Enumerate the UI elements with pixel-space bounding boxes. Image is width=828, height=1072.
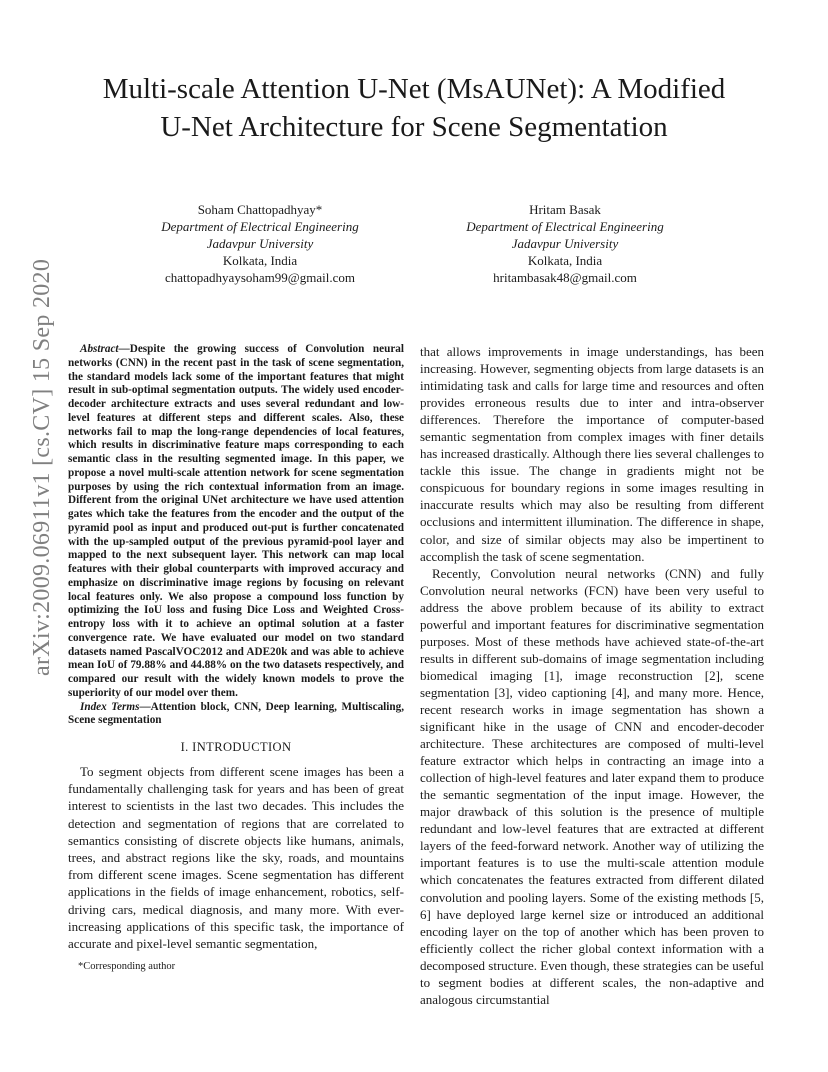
right-column	[420, 343, 764, 1008]
author-location: Kolkata, India	[222, 253, 298, 268]
footnote: *Corresponding author	[78, 961, 176, 972]
abstract	[68, 343, 404, 701]
intro-paragraph: Recently, Convolution neural networks (CNN) and fully Convolution neural networks (FCN) have been very useful to address the above problem because of its ability to extract powerful and important features for discriminative segmentation purposes. Most of these methods have achieved state-of-the-art results in different sub-domains of image segmentation including biomedical imaging [1], image reconstruction [2], scene segmentation [3], video captioning [4], and many more. Hence, recent research works in image segmentation has shown a significant hike in the usage of CNN and encoder-decoder architecture. These architectures are composed of multi-level feature extractor which helps in contracting an image into a collection of high-level features and later expand them to produce the semantic segmentation of the input image. However, the major drawback of this solution is the presence of multiple redundant and low-level features that are extracted at different layers of the feed-forward network. Another way of utilizing the important features is to use the multi-scale attention module which concatenates the features extracted from different dilated convolution and pooling layers. Some of the existing methods [5, 6] have deployed large kernel size or introduced an additional encoding layer on the top of another which has been proven to efficiently collect the richer global context information with a decomposed structure. Even though, these strategies can be useful to segment bodies at different scales, the non-adaptive and analogous circumstantial	[420, 565, 764, 1007]
index-terms-text: —Attention block, CNN, Deep learning, Multiscaling, Scene segmentation	[68, 700, 404, 727]
abstract-lead: Abstract	[80, 343, 119, 355]
section-heading: I. INTRODUCTION	[180, 740, 292, 754]
intro-paragraph: To segment objects from different scene images has been a fundamentally challenging task for years and has been of great interest to scientists in the last two decades. This includes the detection and segmentation of regions that are correlated to semantics consisting of discrete objects like humans, animals, trees, and abstract regions like the sky, roads, and mountains from different scene images. Scene segmentation has different applications in the fields of image enhancement, robotics, self-driving cars, medical diagnosis, and many more. With ever-increasing applications of this specific task, the importance of accurate and pixel-level semantic segmentation,	[68, 764, 404, 952]
left-column	[68, 343, 404, 952]
author-name: Soham Chattopadhyay*	[197, 202, 323, 217]
author-email: hritambasak48@gmail.com	[493, 270, 637, 285]
author-university: Jadavpur University	[206, 236, 314, 251]
abstract-text: —Despite the growing success of Convolution neural networks (CNN) in the recent past in the task of scene segmentation, the standard models lack some of the important features that might result in sub-optimal segmentation outputs. The widely used encoder-decoder architecture extracts and uses several redundant and low-level features at different steps and different scales. Also, these networks fail to map the long-range dependencies of local features, which results in discriminative feature maps corresponding to each semantic class in the resulting segmented image. In this paper, we propose a novel multi-scale attention network for scene segmentation purposes by using the rich contextual information from an image. Different from the original UNet architecture we have used attention gates which take the features from the encoder and the output of the pyramid pool as input and produced out-put is further concatenated with the up-sampled output of the previous pyramid-pool layer and mapped to the next subsequent layer. This network can map local features with their global counterparts with improved accuracy and emphasize on discriminative image regions by focusing on relevant local features only. We also propose a compound loss function by optimizing the IoU loss and fusing Dice Loss and Weighted Cross-entropy loss with it to achieve an optimal solution at a faster convergence rate. We have evaluated our model on two standard datasets named PascalVOC2012 and ADE20k and was able to achieve mean IoU of 79.88% and 44.88% on the two datasets respectively, and compared our result with the widely known models to prove the superiority of our model over them.	[68, 343, 404, 699]
author-department: Department of Electrical Engineering	[161, 219, 359, 234]
intro-paragraph: that allows improvements in image understandings, has been increasing. However, segmenting objects from large datasets is an intimidating task and calls for large time and resources and often provides erroneous results due to inter and intra-observer differences. Therefore the importance of computer-based semantic segmentation from complex images with finer details has increased drastically. Although there lies several challenges to tackle this issue. The change in gradients might not be conspicuous for boundary regions in some images resulting in inaccurate results which may also be resulting from different occlusions and intermittent illumination. The difference in shape, color, and size of similar objects may also be impertinent to accomplish the task of scene segmentation.	[420, 344, 764, 564]
author-department: Department of Electrical Engineering	[466, 219, 664, 234]
index-terms-lead: Index Terms	[80, 700, 140, 713]
author-email: chattopadhyaysoham99@gmail.com	[165, 270, 355, 285]
author-university: Jadavpur University	[511, 236, 619, 251]
index-terms	[68, 701, 404, 729]
author-name: Hritam Basak	[529, 202, 601, 217]
paper-title: Multi-scale Attention U-Net (MsAUNet): A Modified U-Net Architecture for Scene Segmentation	[102, 73, 726, 143]
author-block	[440, 201, 690, 286]
arxiv-identifier: arXiv:2009.06911v1 [cs.CV] 15 Sep 2020	[29, 258, 55, 676]
author-block	[135, 201, 385, 286]
author-location: Kolkata, India	[527, 253, 603, 268]
